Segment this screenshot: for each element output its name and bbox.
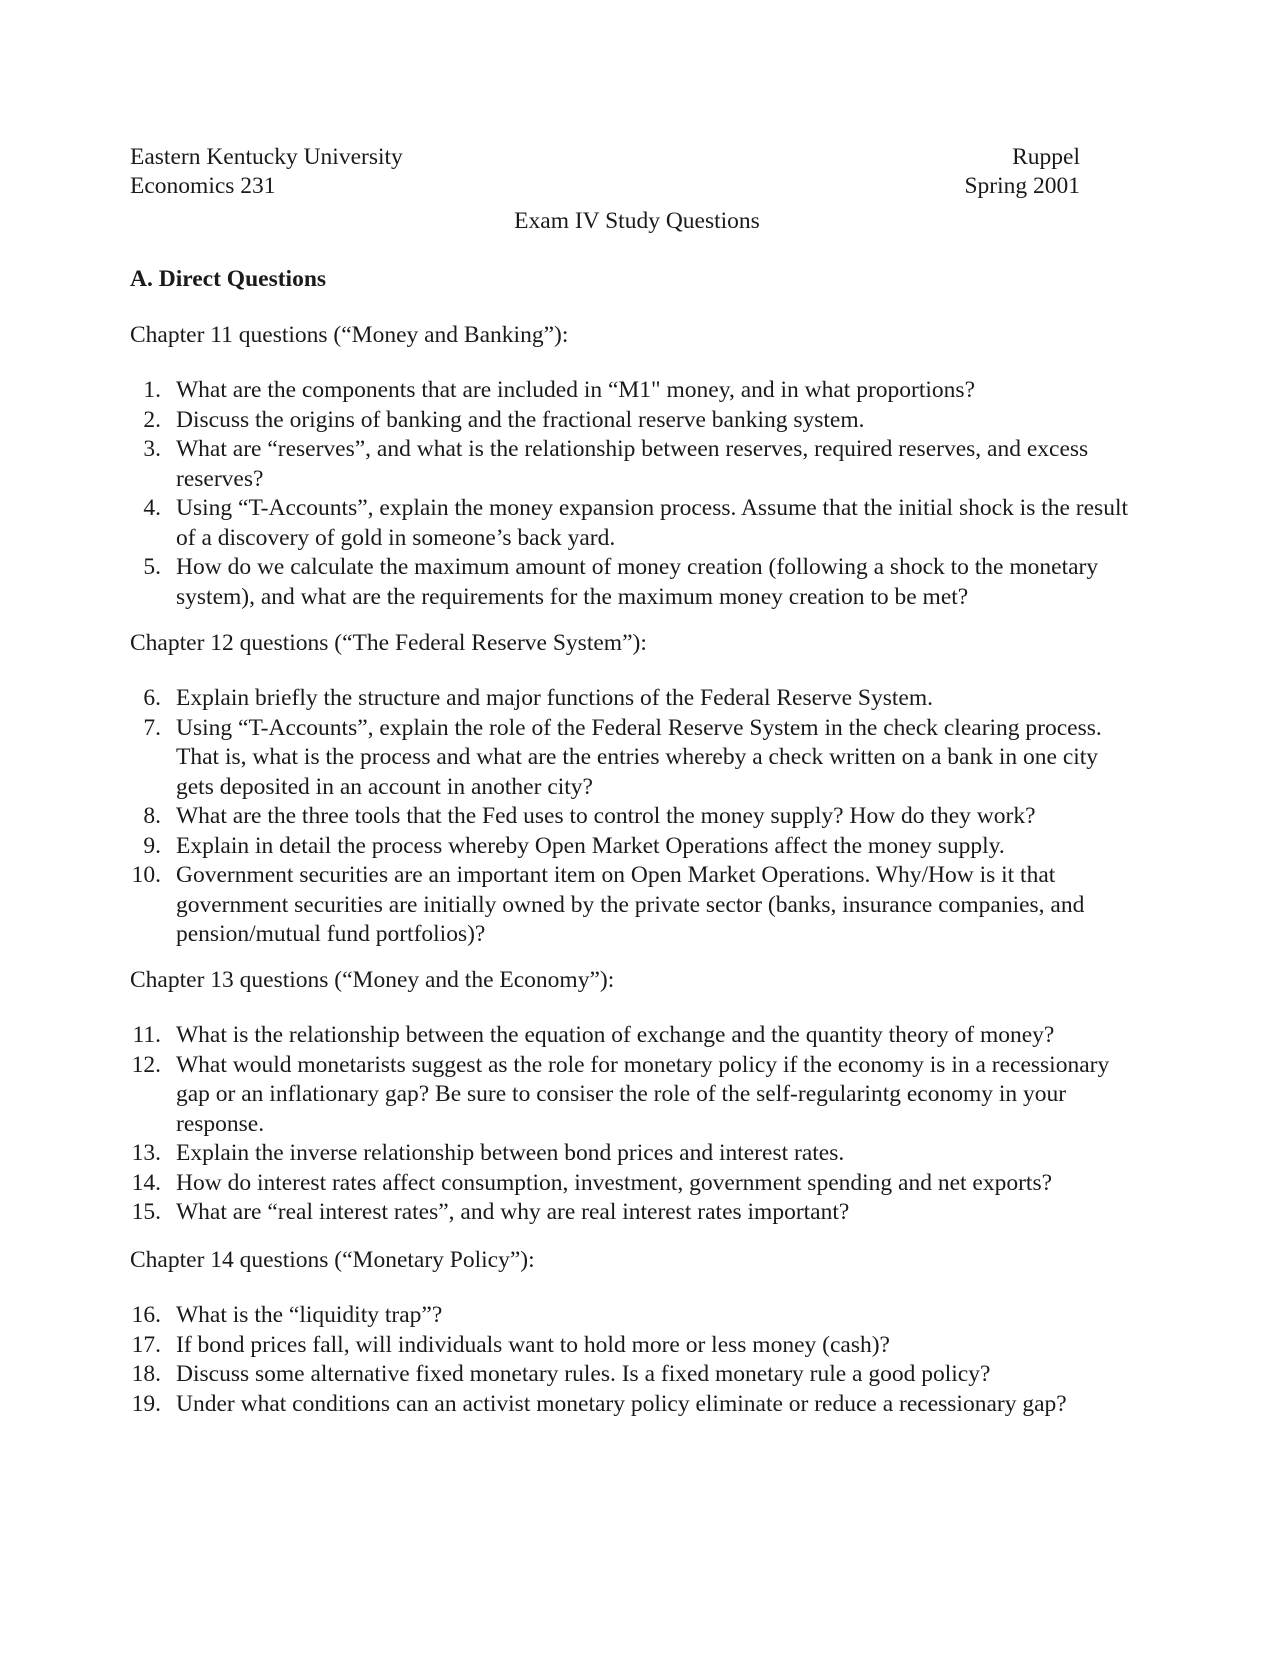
document-title [0, 207, 1280, 236]
question-item [130, 553, 1130, 612]
question-text: What is the “liquidity trap”? [176, 1302, 443, 1328]
question-list [130, 1301, 1130, 1419]
term: Spring 2001 [964, 173, 1080, 199]
question-text: What are the three tools that the Fed uses to control the money supply? How do they work? [176, 803, 1036, 829]
question-text: How do interest rates affect consumption, investment, government spending and net exports? [176, 1169, 1053, 1196]
header-right [900, 143, 1080, 201]
question-list [130, 1021, 1130, 1228]
question-text: What are the components that are included in “M1" money, and in what proportions? [176, 377, 975, 403]
question-number: 6. [143, 685, 161, 711]
question-text: What are “reserves”, and what is the relationship between reserves, required reserves, and excess reserves? [176, 436, 1089, 492]
question-item [130, 1360, 1130, 1390]
question-number: 3. [143, 436, 161, 462]
question-item [130, 376, 1130, 406]
question-number: 7. [143, 714, 161, 741]
question-number: 1. [143, 377, 161, 403]
question-item [130, 1390, 1130, 1420]
question-text: Using “T-Accounts”, explain the money expansion process. Assume that the initial shock is the result of a discovery of gold in someone’s back yard. [176, 495, 1129, 551]
question-item [130, 494, 1130, 553]
question-item [130, 435, 1130, 494]
question-text: What is the relationship between the equation of exchange and the quantity theory of money? [176, 1022, 1055, 1048]
question-number: 19. [131, 1390, 161, 1417]
question-number: 17. [131, 1331, 161, 1358]
question-text: Discuss the origins of banking and the fractional reserve banking system. [176, 406, 865, 433]
question-number: 5. [143, 554, 161, 580]
question-item [130, 1169, 1130, 1199]
question-item [130, 1139, 1130, 1169]
question-number: 2. [143, 406, 161, 433]
question-text: What are “real interest rates”, and why are real interest rates important? [176, 1199, 850, 1225]
question-number: 15. [131, 1199, 161, 1225]
question-text: Under what conditions can an activist monetary policy eliminate or reduce a recessionary gap? [176, 1390, 1067, 1417]
question-number: 10. [131, 862, 161, 888]
question-item [130, 802, 1130, 832]
question-number: 11. [132, 1022, 161, 1048]
university-name: Eastern Kentucky University [130, 144, 403, 170]
question-item [130, 832, 1130, 862]
section-heading: A. Direct Questions [130, 266, 327, 292]
question-list [130, 376, 1130, 612]
question-number: 4. [143, 495, 161, 521]
question-text: Using “T-Accounts”, explain the role of the Federal Reserve System in the check clearing process. That is, what is the process and what are the entries whereby a check written on a bank in one city gets deposited in an account in another city? [176, 714, 1102, 800]
document-title-text: Exam IV Study Questions [514, 208, 760, 234]
question-item [130, 684, 1130, 714]
question-item [130, 406, 1130, 436]
question-item [130, 1198, 1130, 1228]
question-text: Discuss some alternative fixed monetary rules. Is a fixed monetary rule a good policy? [176, 1361, 991, 1387]
course-name: Economics 231 [130, 173, 276, 199]
question-item [130, 1331, 1130, 1361]
question-number: 9. [143, 832, 161, 859]
question-text: If bond prices fall, will individuals want to hold more or less money (cash)? [176, 1331, 890, 1358]
question-text: Government securities are an important item on Open Market Operations. Why/How is it that government securities are initially owned by the private sector (banks, insurance companies, and pension/mutual fund portfolios)? [176, 862, 1085, 947]
question-text: Explain in detail the process whereby Open Market Operations affect the money supply. [176, 832, 1005, 859]
question-number: 13. [131, 1140, 161, 1166]
question-number: 14. [131, 1169, 161, 1196]
question-item [130, 861, 1130, 950]
question-list [130, 684, 1130, 950]
question-number: 12. [131, 1051, 161, 1078]
question-item [130, 1301, 1130, 1331]
chapter-heading: Chapter 11 questions (“Money and Banking”): [130, 322, 569, 348]
chapter-heading: Chapter 14 questions (“Monetary Policy”): [130, 1247, 535, 1273]
chapter-heading: Chapter 13 questions (“Money and the Economy”): [130, 967, 615, 993]
instructor-name: Ruppel [1012, 144, 1080, 170]
question-text: Explain the inverse relationship between bond prices and interest rates. [176, 1140, 845, 1166]
question-item [130, 1051, 1130, 1140]
chapter-heading: Chapter 12 questions (“The Federal Reserve System”): [130, 630, 647, 656]
header-left [130, 143, 403, 201]
question-number: 18. [131, 1361, 161, 1387]
question-text: What would monetarists suggest as the role for monetary policy if the economy is in a recessionary gap or an inflationary gap? Be sure to consiser the role of the self-regularintg economy in your response. [176, 1051, 1110, 1137]
question-text: Explain briefly the structure and major functions of the Federal Reserve System. [176, 685, 934, 711]
question-item [130, 714, 1130, 803]
question-item [130, 1021, 1130, 1051]
question-text: How do we calculate the maximum amount of money creation (following a shock to the monetary system), and what are the requirements for the maximum money creation to be met? [176, 554, 1099, 610]
question-number: 8. [143, 803, 161, 829]
question-number: 16. [131, 1302, 161, 1328]
